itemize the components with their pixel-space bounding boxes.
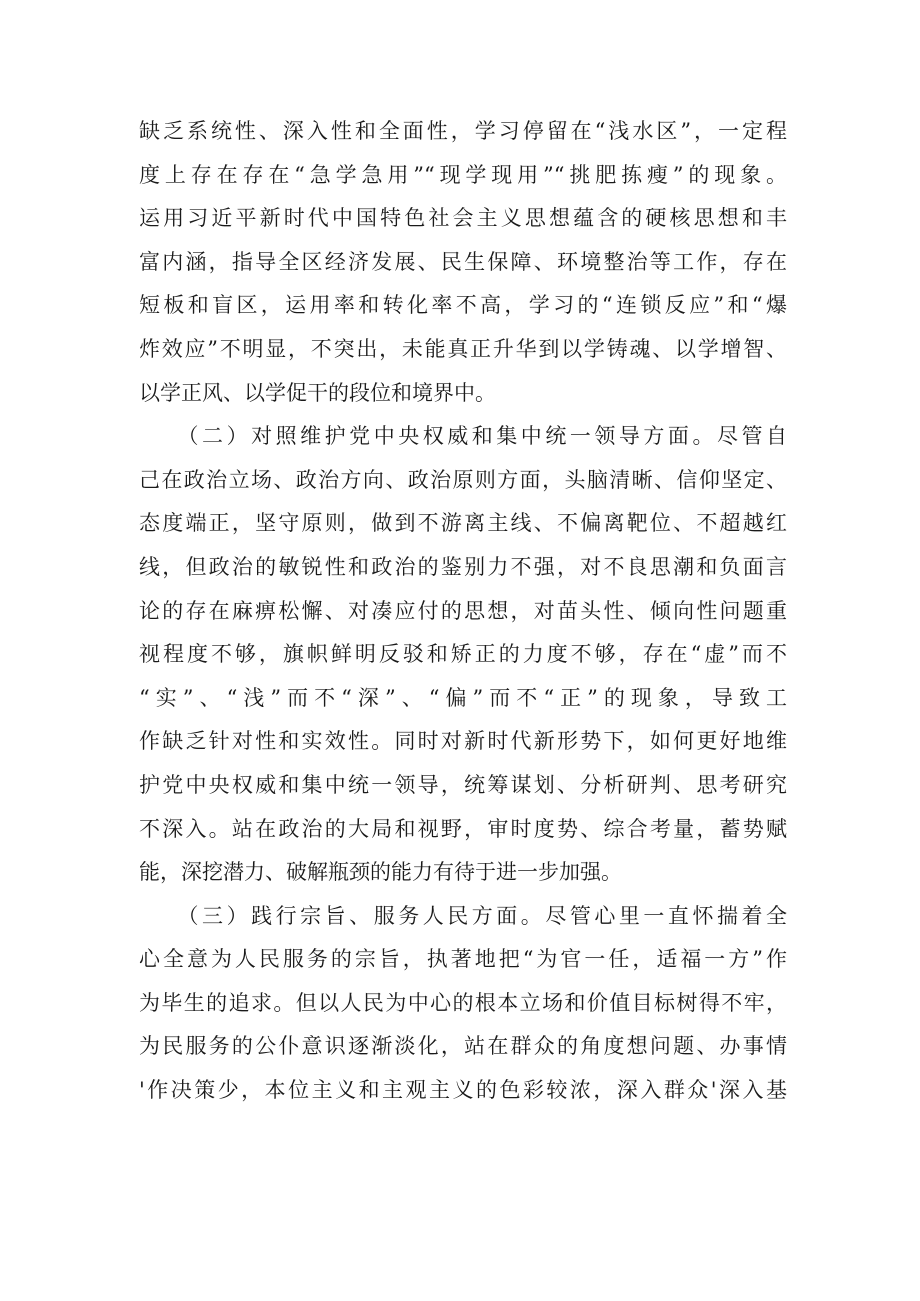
text-line: 缺乏系统性、深入性和全面性，学习停留在“浅水区”，一定程 [139,119,787,143]
paragraph-3 [139,895,787,1113]
text-line: 炸效应”不明显，不突出，未能真正升华到以学铸魂、以学增智、 [139,336,787,361]
paragraph-1 [139,110,787,415]
text-line: “实”、“浅”而不“深”、“偏”而不“正”的现象，导致工 [139,685,787,710]
text-line: 作缺乏针对性和实效性。同时对新时代新形势下，如何更好地维 [139,729,787,754]
text-line: 富内涵，指导全区经济发展、民生保障、环境整治等工作，存在 [139,249,787,274]
text-line: 为民服务的公仆意识逐渐淡化，站在群众的角度想问题、办事情 [139,1034,787,1059]
text-line: 心全意为人民服务的宗旨，执著地把“为官一任，适福一方”作 [139,947,787,972]
text-line: 运用习近平新时代中国特色社会主义思想蕴含的硬核思想和丰 [139,206,787,231]
text-line: 线，但政治的敏锐性和政治的鉴别力不强，对不良思潮和负面言 [139,554,787,579]
text-line: 护党中央权威和集中统一领导，统筹谋划、分析研判、思考研究 [139,772,787,797]
text-line: 为毕生的追求。但以人民为中心的根本立场和价值目标树得不牢， [139,990,787,1015]
text-line: （二）对照维护党中央权威和集中统一领导方面。尽管自 [139,424,787,449]
text-line: 能，深挖潜力、破解瓶颈的能力有待于进一步加强。 [139,860,622,885]
text-line: 不深入。站在政治的大局和视野，审时度势、综合考量，蓄势赋 [139,816,787,841]
text-line: （三）践行宗旨、服务人民方面。尽管心里一直怀揣着全 [139,903,787,928]
text-line: 以学正风、以学促干的段位和境界中。 [139,380,496,405]
text-line: 度上存在存在“急学急用”“现学现用”“挑肥拣瘦”的现象。 [139,162,787,187]
document-body [139,110,787,1113]
text-line: 己在政治立场、政治方向、政治原则方面，头脑清晰、信仰坚定、 [139,467,787,492]
text-line: 视程度不够，旗帜鲜明反驳和矫正的力度不够，存在“虚”而不 [139,642,787,667]
text-line: 态度端正，坚守原则，做到不游离主线、不偏离靶位、不超越红 [139,511,787,536]
text-line: '作决策少，本位主义和主观主义的色彩较浓，深入群众'深入基 [139,1078,787,1103]
text-line: 短板和盲区，运用率和转化率不高，学习的“连锁反应”和“爆 [139,293,787,318]
text-line: 论的存在麻痹松懈、对凑应付的思想，对苗头性、倾向性问题重 [139,598,787,623]
paragraph-2 [139,415,787,895]
